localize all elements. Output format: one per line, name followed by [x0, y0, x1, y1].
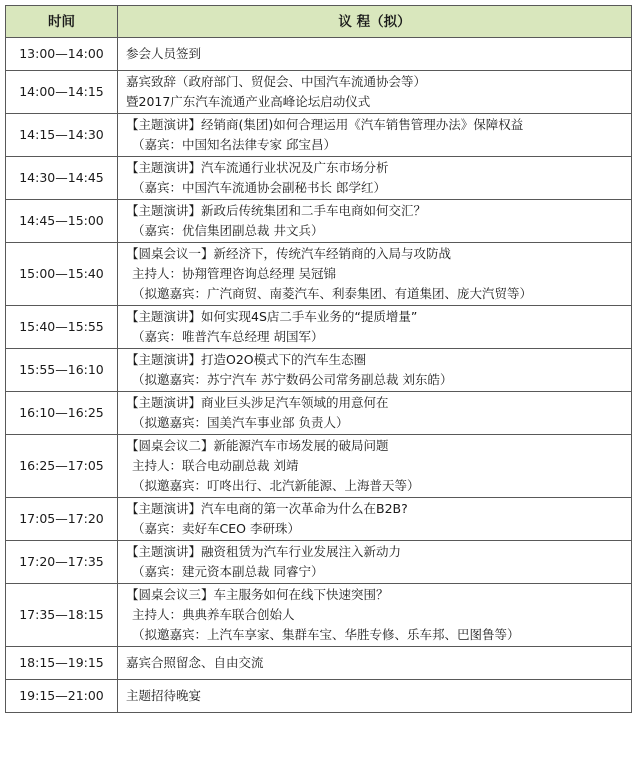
- agenda-item-title: 【主题演讲】汽车流通行业状况及广东市场分析: [126, 160, 389, 175]
- agenda-item-title: 嘉宾合照留念、自由交流: [126, 655, 264, 670]
- agenda-item: [118, 584, 632, 647]
- agenda-item: [118, 541, 632, 584]
- agenda-item: [118, 114, 632, 157]
- agenda-item-title: 【圆桌会议一】新经济下，传统汽车经销商的入局与攻防战: [126, 246, 452, 261]
- time-column-header: 时间: [6, 6, 118, 38]
- agenda-item: [118, 435, 632, 498]
- time-slot: 14:15—14:30: [6, 114, 118, 157]
- agenda-item-title: 【圆桌会议二】新能源汽车市场发展的破局问题: [126, 438, 389, 453]
- agenda-item-detail: （拟邀嘉宾：叮咚出行、北汽新能源、上海普天等）: [132, 478, 420, 493]
- time-slot: 14:30—14:45: [6, 157, 118, 200]
- time-slot: 16:25—17:05: [6, 435, 118, 498]
- time-slot: 17:20—17:35: [6, 541, 118, 584]
- agenda-item-detail: （拟邀嘉宾：上汽车享家、集群车宝、华胜专修、乐车邦、巴图鲁等）: [132, 627, 520, 642]
- agenda-item: [118, 157, 632, 200]
- time-slot: 15:55—16:10: [6, 349, 118, 392]
- agenda-item-title: 【圆桌会议三】车主服务如何在线下快速突围？: [126, 587, 389, 602]
- time-slot: 18:15—19:15: [6, 647, 118, 680]
- agenda-header: [6, 6, 632, 38]
- table-row: [6, 71, 632, 114]
- time-slot: 14:45—15:00: [6, 200, 118, 243]
- agenda-item: [118, 647, 632, 680]
- agenda-item: [118, 243, 632, 306]
- time-slot: 17:05—17:20: [6, 498, 118, 541]
- agenda-item-detail: （嘉宾：卖好车CEO 李研珠）: [132, 521, 300, 536]
- table-row: [6, 38, 632, 71]
- time-slot: 19:15—21:00: [6, 680, 118, 713]
- agenda-item-detail: 暨2017广东汽车流通产业高峰论坛启动仪式: [126, 94, 371, 109]
- agenda-item-title: 【主题演讲】如何实现4S店二手车业务的“提质增量”: [126, 309, 418, 324]
- agenda-column-header: 议 程（拟）: [118, 6, 632, 38]
- agenda-item-detail: 主持人：联合电动副总裁 刘靖: [132, 458, 299, 473]
- agenda-item-title: 嘉宾致辞（政府部门、贸促会、中国汽车流通协会等）: [126, 74, 427, 89]
- agenda-item-detail: 主持人：协翔管理咨询总经理 吴冠锦: [132, 266, 336, 281]
- agenda-item-detail: （拟邀嘉宾：国美汽车事业部 负责人）: [132, 415, 349, 430]
- table-row: [6, 306, 632, 349]
- agenda-item: [118, 71, 632, 114]
- table-row: [6, 392, 632, 435]
- agenda-item-title: 【主题演讲】打造O2O模式下的汽车生态圈: [126, 352, 367, 367]
- agenda-item: [118, 38, 632, 71]
- agenda-body: [6, 38, 632, 713]
- table-row: [6, 435, 632, 498]
- agenda-item: [118, 498, 632, 541]
- time-slot: 13:00—14:00: [6, 38, 118, 71]
- agenda-item-detail: 主持人：典典养车联合创始人: [132, 607, 295, 622]
- table-row: [6, 498, 632, 541]
- table-row: [6, 243, 632, 306]
- time-slot: 16:10—16:25: [6, 392, 118, 435]
- agenda-table: [5, 5, 632, 713]
- agenda-item-detail: （嘉宾：中国知名法律专家 邱宝昌）: [132, 137, 336, 152]
- agenda-item: [118, 306, 632, 349]
- time-slot: 15:00—15:40: [6, 243, 118, 306]
- agenda-item: [118, 200, 632, 243]
- time-slot: 17:35—18:15: [6, 584, 118, 647]
- agenda-item-title: 【主题演讲】商业巨头涉足汽车领域的用意何在: [126, 395, 389, 410]
- agenda-item: [118, 680, 632, 713]
- agenda-item-title: 【主题演讲】经销商(集团)如何合理运用《汽车销售管理办法》保障权益: [126, 117, 524, 132]
- agenda-item-title: 【主题演讲】融资租赁为汽车行业发展注入新动力: [126, 544, 402, 559]
- agenda-item-title: 参会人员签到: [126, 46, 202, 61]
- table-row: [6, 114, 632, 157]
- agenda-item-detail: （嘉宾：优信集团副总裁 井文兵）: [132, 223, 324, 238]
- agenda-item-title: 【主题演讲】汽车电商的第一次革命为什么在B2B?: [126, 501, 408, 516]
- agenda-item-detail: （拟邀嘉宾：苏宁汽车 苏宁数码公司常务副总裁 刘东皓）: [132, 372, 453, 387]
- agenda-item-detail: （嘉宾：建元资本副总裁 同睿宁）: [132, 564, 324, 579]
- table-row: [6, 680, 632, 713]
- agenda-item: [118, 392, 632, 435]
- agenda-item: [118, 349, 632, 392]
- table-row: [6, 157, 632, 200]
- time-slot: 14:00—14:15: [6, 71, 118, 114]
- header-row: [6, 6, 632, 38]
- agenda-item-title: 主题招待晚宴: [126, 688, 202, 703]
- table-row: [6, 541, 632, 584]
- agenda-item-detail: （嘉宾：唯普汽车总经理 胡国军）: [132, 329, 324, 344]
- table-row: [6, 584, 632, 647]
- table-row: [6, 349, 632, 392]
- table-row: [6, 647, 632, 680]
- agenda-item-detail: （拟邀嘉宾：广汽商贸、南菱汽车、利泰集团、有道集团、庞大汽贸等）: [132, 286, 533, 301]
- agenda-item-title: 【主题演讲】新政后传统集团和二手车电商如何交汇？: [126, 203, 427, 218]
- time-slot: 15:40—15:55: [6, 306, 118, 349]
- agenda-item-detail: （嘉宾：中国汽车流通协会副秘书长 郎学红）: [132, 180, 386, 195]
- table-row: [6, 200, 632, 243]
